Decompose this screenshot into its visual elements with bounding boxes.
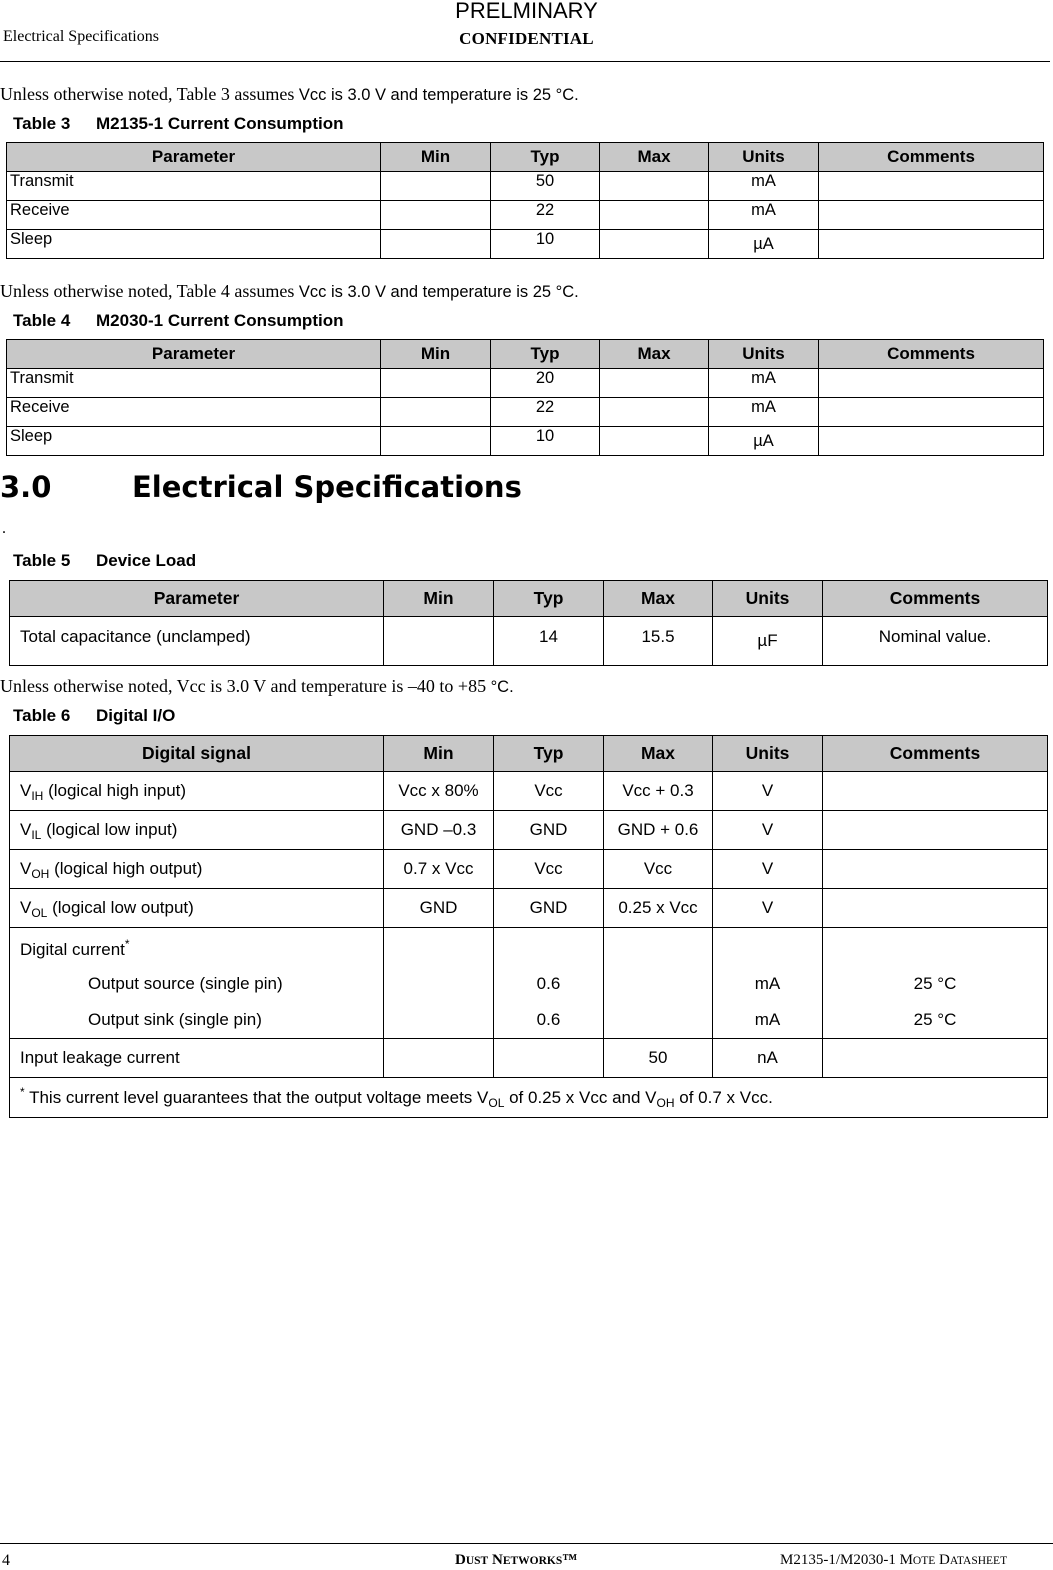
table-cell: Digital current* Output source (single pin) Output sink (single pin) [10, 928, 384, 1039]
header-rule [0, 61, 1050, 62]
column-header: Typ [491, 143, 600, 172]
column-header: Parameter [7, 340, 381, 369]
table6 [9, 735, 1048, 1118]
table-cell: µA [709, 230, 819, 259]
table-cell [823, 811, 1048, 850]
table-header-row [7, 340, 1044, 369]
table-cell: Sleep [7, 427, 381, 456]
table-row [10, 850, 1048, 889]
table-cell: Transmit [7, 172, 381, 201]
table-row [7, 230, 1044, 259]
table-cell [604, 928, 713, 1039]
table-cell: $V_{OH}$ (logical high output) [10, 850, 384, 889]
table-cell [823, 1039, 1048, 1078]
table-row [7, 398, 1044, 427]
table-cell: 0.6 0.6 [494, 928, 604, 1039]
table-cell [600, 172, 709, 201]
table-cell: GND + 0.6 [604, 811, 713, 850]
table-cell: 22 [491, 398, 600, 427]
table-cell: Sleep [7, 230, 381, 259]
column-header: Comments [819, 143, 1044, 172]
table-cell [600, 369, 709, 398]
table-cell: $V_{OL}$ (logical low output) [10, 889, 384, 928]
table-header-row [7, 143, 1044, 172]
table-row [7, 172, 1044, 201]
table-cell: V [713, 850, 823, 889]
table3-intro: Unless otherwise noted, Table 3 assumes Vcc is 3.0 V and temperature is 25 °C. [0, 84, 579, 104]
table-cell: Vcc x 80% [384, 772, 494, 811]
table-cell: V [713, 811, 823, 850]
table-footnote-row [10, 1078, 1048, 1118]
table-cell: mA [709, 172, 819, 201]
table-row [10, 617, 1048, 666]
table-cell: Vcc [494, 850, 604, 889]
table5-caption: Table 5 Device Load [13, 551, 197, 570]
column-header: Comments [823, 581, 1048, 617]
table-cell: Vcc [494, 772, 604, 811]
table-cell: Transmit [7, 369, 381, 398]
page-number: 4 [2, 1552, 10, 1569]
table-cell: 0.7 x Vcc [384, 850, 494, 889]
table-cell: Receive [7, 398, 381, 427]
column-header: Typ [491, 340, 600, 369]
table-row [10, 811, 1048, 850]
table-cell: mA [709, 398, 819, 427]
table-cell [819, 201, 1044, 230]
table-row [7, 201, 1044, 230]
table-cell: 50 [604, 1039, 713, 1078]
table-cell [494, 1039, 604, 1078]
table-cell: $V_{IL}$ (logical low input) [10, 811, 384, 850]
table-cell: 0.25 x Vcc [604, 889, 713, 928]
table-cell [823, 850, 1048, 889]
table-header-row [10, 581, 1048, 617]
table-cell [384, 928, 494, 1039]
table-cell [600, 427, 709, 456]
table-cell: mA [709, 369, 819, 398]
table-cell: GND [384, 889, 494, 928]
table-cell [823, 772, 1048, 811]
table-cell: µA [709, 427, 819, 456]
section-number: 3.0 [0, 470, 52, 504]
table-cell: Vcc + 0.3 [604, 772, 713, 811]
column-header: Units [709, 143, 819, 172]
column-header: Min [384, 581, 494, 617]
table-cell: GND [494, 811, 604, 850]
table-cell [819, 230, 1044, 259]
section-heading [0, 470, 522, 504]
table-cell: GND [494, 889, 604, 928]
table-cell [823, 889, 1048, 928]
column-header: Max [600, 340, 709, 369]
confidential-label: CONFIDENTIAL [459, 29, 594, 48]
stray-period: . [2, 520, 6, 537]
table-cell: Receive [7, 201, 381, 230]
table-row [10, 889, 1048, 928]
preliminary-watermark: PRELMINARY [455, 0, 598, 23]
table-cell: Vcc [604, 850, 713, 889]
column-header: Units [713, 581, 823, 617]
column-header: Max [604, 581, 713, 617]
section-title: Electrical Specifications [132, 470, 522, 504]
table6-caption: Table 6 Digital I/O [13, 706, 176, 725]
table6-intro: Unless otherwise noted, Vcc is 3.0 V and temperature is –40 to +85 °C. [0, 676, 514, 696]
table-cell [819, 369, 1044, 398]
column-header: Min [381, 143, 491, 172]
table-cell: mA [709, 201, 819, 230]
table4 [6, 339, 1044, 456]
table-cell [381, 172, 491, 201]
table-row [10, 1039, 1048, 1078]
column-header: Comments [819, 340, 1044, 369]
table-cell: mA mA [713, 928, 823, 1039]
table-cell [384, 617, 494, 666]
table-cell: 10 [491, 230, 600, 259]
table-cell: 22 [491, 201, 600, 230]
table-cell [600, 230, 709, 259]
table-cell [381, 369, 491, 398]
footer-company: DUST NETWORKS™ [455, 1552, 578, 1568]
table-cell: 50 [491, 172, 600, 201]
column-header: Min [381, 340, 491, 369]
column-header: Max [600, 143, 709, 172]
table-header-row [10, 736, 1048, 772]
table-cell [381, 427, 491, 456]
table-cell [819, 398, 1044, 427]
column-header: Comments [823, 736, 1048, 772]
running-header: Electrical Specifications [3, 28, 159, 45]
table5 [9, 580, 1048, 666]
table-cell: V [713, 772, 823, 811]
column-header: Min [384, 736, 494, 772]
table-cell: Nominal value. [823, 617, 1048, 666]
table-row [7, 369, 1044, 398]
table-cell: 25 °C 25 °C [823, 928, 1048, 1039]
table-cell: $V_{IH}$ (logical high input) [10, 772, 384, 811]
column-header: Units [713, 736, 823, 772]
column-header: Units [709, 340, 819, 369]
table-footnote: * This current level guarantees that the output voltage meets $V_{OL}$ of 0.25 x Vcc and $V_{OH}$ of 0.7 x Vcc. [10, 1078, 1048, 1118]
table-cell: nA [713, 1039, 823, 1078]
column-header: Digital signal [10, 736, 384, 772]
footer-rule [0, 1543, 1053, 1544]
table-row-digital-current [10, 928, 1048, 1039]
table-cell [381, 230, 491, 259]
column-header: Parameter [10, 581, 384, 617]
table4-intro: Unless otherwise noted, Table 4 assumes Vcc is 3.0 V and temperature is 25 °C. [0, 281, 579, 301]
table-cell: 10 [491, 427, 600, 456]
table-cell [819, 427, 1044, 456]
table-cell: µF [713, 617, 823, 666]
table-cell: V [713, 889, 823, 928]
table3 [6, 142, 1044, 259]
column-header: Typ [494, 736, 604, 772]
table-cell [600, 201, 709, 230]
table-cell: Total capacitance (unclamped) [10, 617, 384, 666]
table-cell: 15.5 [604, 617, 713, 666]
table-cell [600, 398, 709, 427]
table-cell [381, 201, 491, 230]
footer-document-title: M2135-1/M2030-1 MOTE DATASHEET [780, 1552, 1008, 1568]
table3-caption: Table 3 M2135-1 Current Consumption [13, 114, 344, 133]
table-cell [381, 398, 491, 427]
table-cell: Input leakage current [10, 1039, 384, 1078]
table4-caption: Table 4 M2030-1 Current Consumption [13, 311, 344, 330]
table-cell [384, 1039, 494, 1078]
table-row [10, 772, 1048, 811]
column-header: Max [604, 736, 713, 772]
table-cell: 20 [491, 369, 600, 398]
table-cell: 14 [494, 617, 604, 666]
table-row [7, 427, 1044, 456]
table-cell: GND –0.3 [384, 811, 494, 850]
column-header: Typ [494, 581, 604, 617]
column-header: Parameter [7, 143, 381, 172]
table-cell [819, 172, 1044, 201]
